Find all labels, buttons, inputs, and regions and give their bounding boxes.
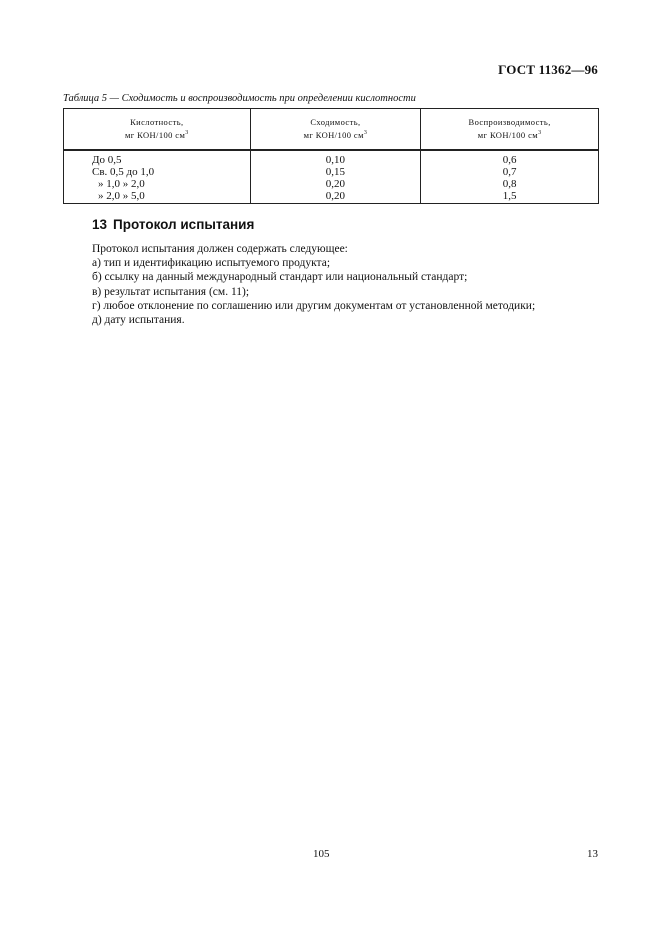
table-row	[64, 178, 599, 190]
reproducibility-cell: 0,7	[421, 166, 599, 178]
section-title: Протокол испытания	[113, 217, 255, 232]
precision-table	[63, 108, 599, 204]
page-number-center: 105	[313, 848, 330, 860]
table-caption: Таблица 5 — Сходимость и воспроизводимость при определении кислотности	[63, 93, 416, 104]
column-unit: мг КОН/100 $см^3$	[124, 129, 189, 140]
repeatability-cell: 0,15	[250, 166, 421, 178]
column-name: Кислотность,	[130, 117, 184, 128]
section-number: 13	[92, 217, 108, 232]
column-header-acidity	[64, 109, 251, 151]
column-header-repeatability	[250, 109, 421, 151]
list-item: б) ссылку на данный международный стандарт или национальный стандарт;	[92, 271, 468, 284]
page-number-right: 13	[587, 848, 598, 860]
standard-code: ГОСТ 11362—96	[498, 62, 598, 77]
repeatability-cell: 0,20	[250, 178, 421, 190]
column-unit: мг КОН/100 $см^3$	[477, 129, 542, 140]
repeatability-cell: 0,20	[250, 190, 421, 204]
acidity-cell: Св. 0,5 до 1,0	[64, 166, 251, 178]
section-heading	[92, 217, 254, 232]
table-row	[64, 166, 599, 178]
reproducibility-cell: 0,8	[421, 178, 599, 190]
list-item: г) любое отклонение по соглашению или другим документам от установленной методики;	[92, 299, 536, 312]
table-row	[64, 190, 599, 204]
column-name: Воспроизводимость,	[468, 117, 551, 128]
table-header-row	[64, 109, 599, 151]
acidity-cell: » 2,0 » 5,0	[64, 190, 251, 204]
list-item: а) тип и идентификацию испытуемого продукта;	[92, 257, 331, 270]
acidity-cell: До 0,5	[64, 150, 251, 166]
list-item: д) дату испытания.	[92, 314, 185, 327]
table-row	[64, 150, 599, 166]
column-name: Сходимость,	[310, 117, 361, 128]
reproducibility-cell: 1,5	[421, 190, 599, 204]
repeatability-cell: 0,10	[250, 150, 421, 166]
list-item: в) результат испытания (см. 11);	[92, 285, 250, 298]
reproducibility-cell: 0,6	[421, 150, 599, 166]
section-body	[63, 242, 599, 327]
column-unit: мг КОН/100 $см^3$	[303, 129, 368, 140]
acidity-cell: » 1,0 » 2,0	[64, 178, 251, 190]
column-header-reproducibility	[421, 109, 599, 151]
section-intro: Протокол испытания должен содержать следующее:	[92, 243, 348, 255]
